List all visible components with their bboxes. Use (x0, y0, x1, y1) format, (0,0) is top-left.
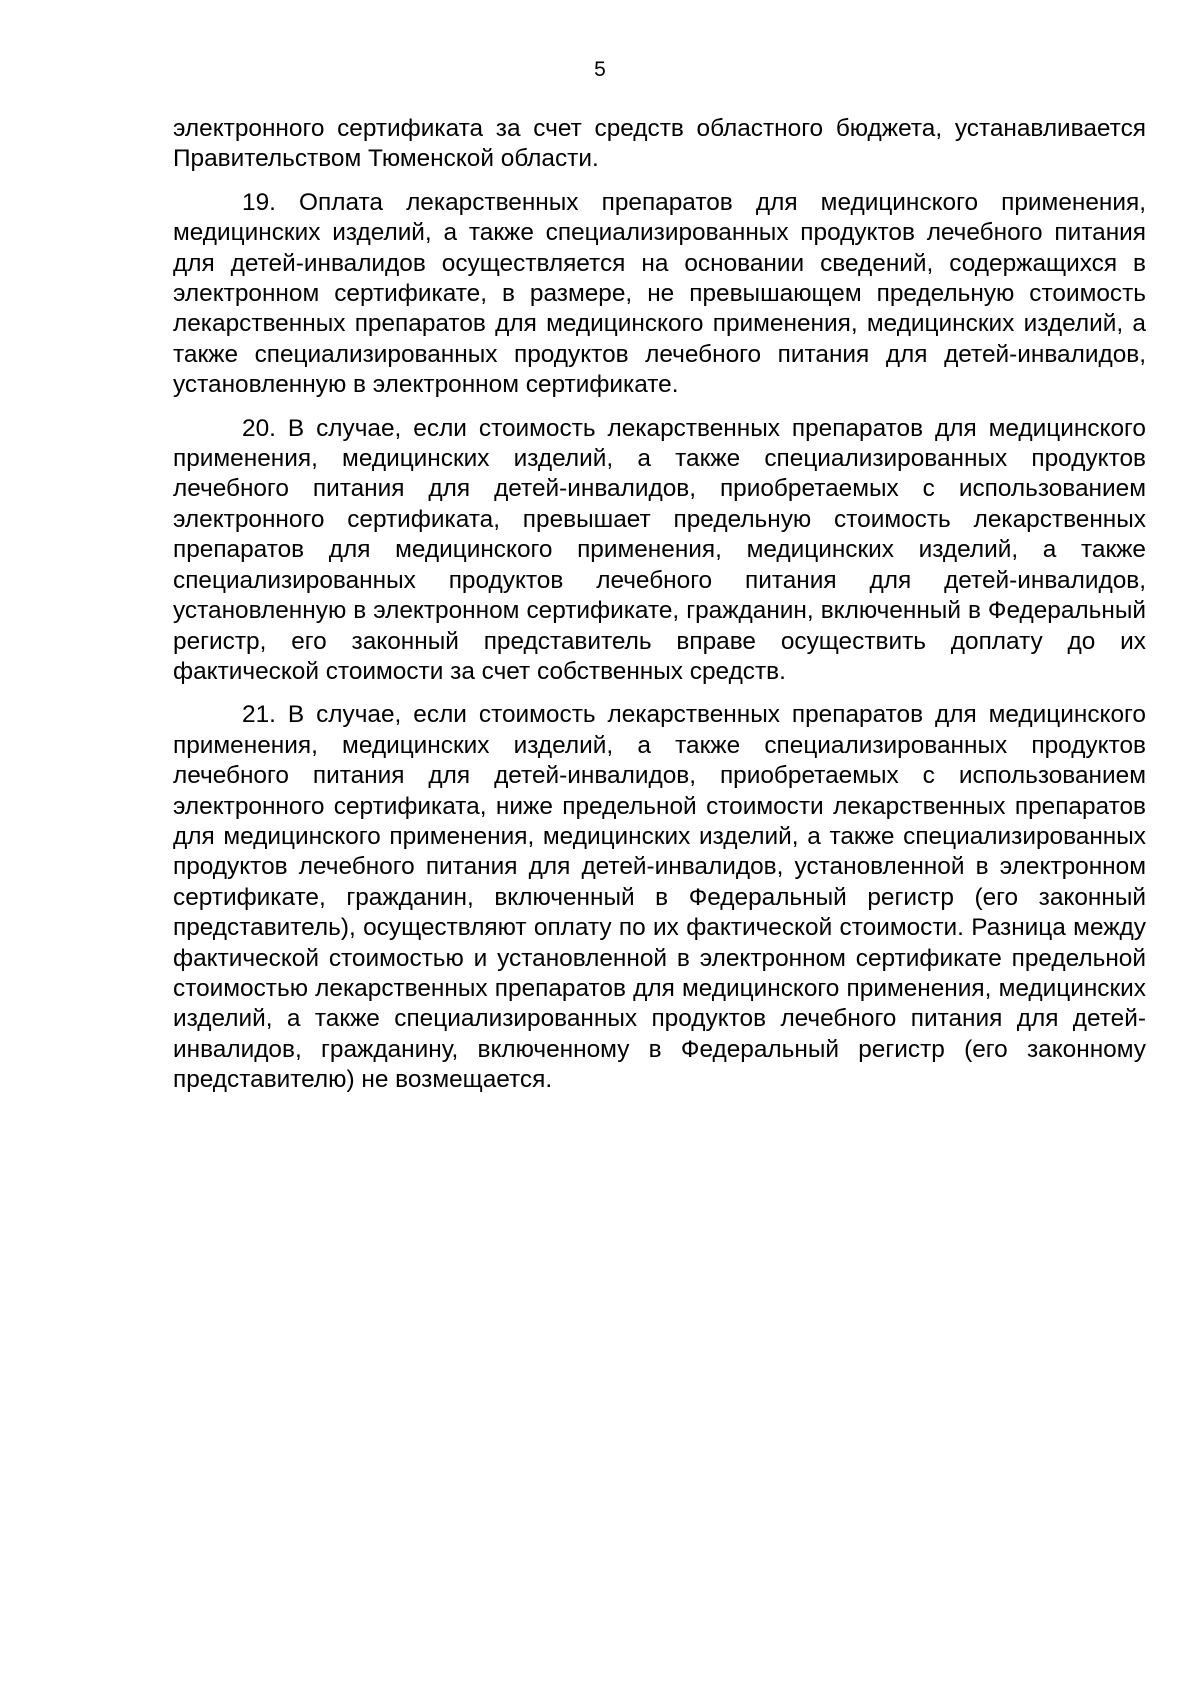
paragraph-19: 19. Оплата лекарственных препаратов для медицинского применения, медицинских изделий, а также специализированных продуктов лечебного питания для детей-инвалидов осуществляется на основании сведений, содержащихся в электронном сертификате, в размере, не превышающем предельную стоимость лекарственных препаратов для медицинского применения, медицинских изделий, а также специализированных продуктов лечебного питания для детей-инвалидов, установленную в электронном сертификате. (173, 188, 1146, 399)
paragraph-continuation: электронного сертификата за счет средств областного бюджета, устанавливается Правительством Тюменской области. (173, 115, 1146, 173)
paragraph-20: 20. В случае, если стоимость лекарственных препаратов для медицинского применения, медицинских изделий, а также специализированных продуктов лечебного питания для детей-инвалидов, приобретаемых с использованием электронного сертификата, превышает предельную стоимость лекарственных препаратов для медицинского применения, медицинских изделий, а также специализированных продуктов лечебного питания для детей-инвалидов, установленную в электронном сертификате, гражданин, включенный в Федеральный регистр, его законный представитель вправе осуществить доплату до их фактической стоимости за счет собственных средств. (173, 414, 1146, 685)
paragraph-21: 21. В случае, если стоимость лекарственных препаратов для медицинского применения, медицинских изделий, а также специализированных продуктов лечебного питания для детей-инвалидов, приобретаемых с использованием электронного сертификата, ниже предельной стоимости лекарственных препаратов для медицинского применения, медицинских изделий, а также специализированных продуктов лечебного питания для детей-инвалидов, установленной в электронном сертификате, гражданин, включенный в Федеральный регистр (его законный представитель), осуществляют оплату по их фактической стоимости. Разница между фактической стоимостью и установленной в электронном сертификате предельной стоимостью лекарственных препаратов для медицинского применения, медицинских изделий, а также специализированных продуктов лечебного питания для детей-инвалидов, гражданину, включенному в Федеральный регистр (его законному представителю) не возмещается. (173, 701, 1146, 1094)
page-number: 5 (594, 58, 606, 81)
document-body (173, 114, 1146, 1109)
